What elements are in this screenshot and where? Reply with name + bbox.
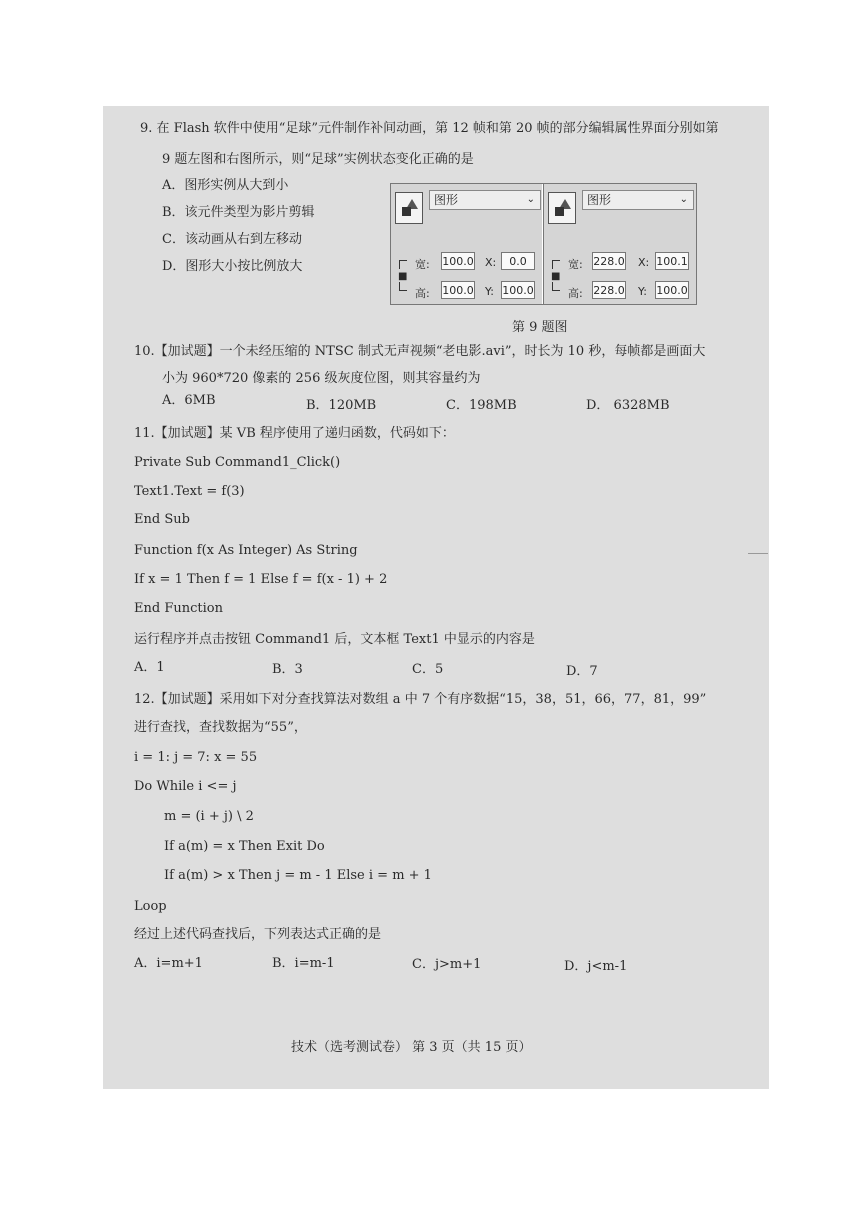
width-field[interactable]: 228.0 [592, 252, 626, 270]
q12-code-line: If a(m) > x Then j = m - 1 Else i = m + 1 [164, 868, 432, 883]
q12-stem-line1: 12.【加试题】采用如下对分查找算法对数组 a 中 7 个有序数据“15，38，51，66，77，81，99” [134, 692, 707, 707]
q12-code-line: i = 1: j = 7: x = 55 [134, 750, 258, 765]
q11-code-line: Text1.Text = f(3) [134, 484, 245, 499]
q9-stem-line1: 9. 在 Flash 软件中使用“足球”元件制作补间动画，第 12 帧和第 20 帧的部分编辑属性界面分别如第 [140, 121, 719, 136]
q11-option-c: C．5 [412, 662, 444, 677]
y-label: Y: [638, 285, 647, 298]
q11-option-a: A．1 [134, 660, 165, 675]
q10-option-c: C．198MB [446, 398, 517, 413]
q11-code-line: Private Sub Command1_Click() [134, 455, 341, 470]
chevron-down-icon: ⌄ [526, 194, 535, 205]
q12-code-line: Loop [134, 899, 167, 914]
q11-option-b: B．3 [272, 662, 303, 677]
link-bracket-bottom [552, 282, 560, 291]
y-field[interactable]: 100.0 [501, 281, 535, 299]
symbol-type-dropdown[interactable]: 图形 ⌄ [582, 190, 694, 210]
page-footer: 技术（选考测试卷） 第 3 页（共 15 页） [291, 1040, 532, 1055]
q11-question: 运行程序并点击按钮 Command1 后，文本框 Text1 中显示的内容是 [134, 632, 535, 647]
y-field[interactable]: 100.0 [655, 281, 689, 299]
q11-code-line: End Sub [134, 512, 190, 527]
x-label: X: [485, 256, 497, 269]
q9-figure-caption: 第 9 题图 [512, 320, 568, 335]
y-label: Y: [485, 285, 494, 298]
q9-option-c: C．该动画从右到左移动 [162, 232, 302, 247]
height-label: 高: [568, 287, 583, 300]
q11-option-d: D．7 [566, 664, 598, 679]
chevron-down-icon: ⌄ [679, 194, 688, 205]
q12-option-a: A．i=m+1 [134, 956, 203, 971]
q12-option-c: C．j>m+1 [412, 957, 482, 972]
q9-option-a: A．图形实例从大到小 [162, 178, 289, 193]
page-edge-mark [748, 553, 768, 554]
link-bracket-top [552, 260, 560, 269]
graphic-symbol-icon [395, 192, 423, 224]
q12-question: 经过上述代码查找后，下列表达式正确的是 [134, 927, 382, 942]
link-bracket-bottom [399, 282, 407, 291]
width-field[interactable]: 100.0 [441, 252, 475, 270]
x-field[interactable]: 100.1 [655, 252, 689, 270]
q10-option-d: D． 6328MB [586, 398, 670, 413]
flash-panel-right [543, 183, 697, 305]
width-label: 宽: [415, 258, 430, 271]
q12-option-b: B．i=m-1 [272, 956, 335, 971]
symbol-type-dropdown[interactable]: 图形 ⌄ [429, 190, 541, 210]
lock-icon[interactable]: ■ [398, 271, 408, 282]
q10-option-b: B．120MB [306, 398, 377, 413]
q11-code-line: End Function [134, 601, 223, 616]
flash-panel-left [390, 183, 544, 305]
q10-stem-line1: 10.【加试题】一个未经压缩的 NTSC 制式无声视频“老电影.avi”，时长为 10 秒，每帧都是画面大 [134, 344, 706, 359]
height-label: 高: [415, 287, 430, 300]
q9-option-d: D．图形大小按比例放大 [162, 259, 303, 274]
q12-option-d: D．j<m-1 [564, 959, 628, 974]
height-field[interactable]: 228.0 [592, 281, 626, 299]
link-bracket-top [399, 260, 407, 269]
width-label: 宽: [568, 258, 583, 271]
q10-option-a: A．6MB [162, 393, 216, 408]
q12-stem-line2: 进行查找，查找数据为“55”， [134, 720, 307, 735]
q12-code-line: m = (i + j) \ 2 [164, 809, 254, 824]
x-label: X: [638, 256, 650, 269]
q11-code-line: Function f(x As Integer) As String [134, 543, 358, 558]
x-field[interactable]: 0.0 [501, 252, 535, 270]
q9-option-b: B．该元件类型为影片剪辑 [162, 205, 315, 220]
graphic-symbol-icon [548, 192, 576, 224]
q11-code-line: If x = 1 Then f = 1 Else f = f(x - 1) + 2 [134, 572, 388, 587]
q11-stem: 11.【加试题】某 VB 程序使用了递归函数，代码如下： [134, 426, 455, 441]
q12-code-line: Do While i <= j [134, 779, 237, 794]
q12-code-line: If a(m) = x Then Exit Do [164, 839, 325, 854]
lock-icon[interactable]: ■ [551, 271, 561, 282]
height-field[interactable]: 100.0 [441, 281, 475, 299]
q9-stem-line2: 9 题左图和右图所示，则“足球”实例状态变化正确的是 [162, 152, 474, 167]
q10-stem-line2: 小为 960*720 像素的 256 级灰度位图，则其容量约为 [162, 371, 481, 386]
